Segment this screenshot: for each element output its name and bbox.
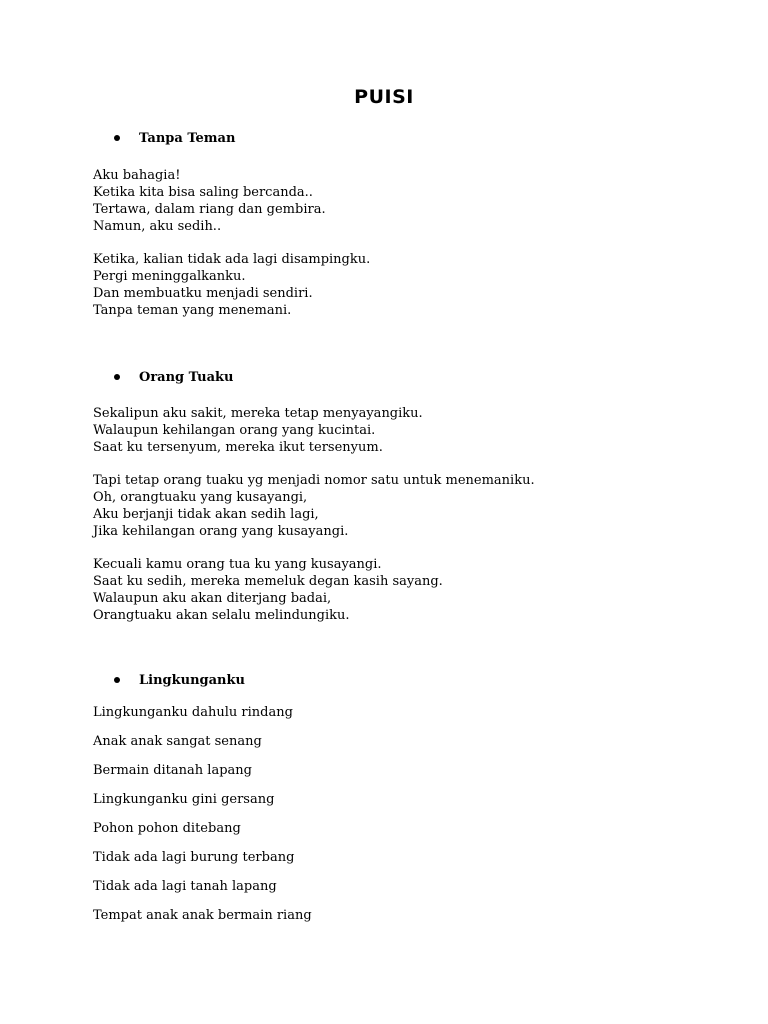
poem-line: Aku berjanji tidak akan sedih lagi, (93, 507, 319, 522)
poem-line: Ketika kita bisa saling bercanda.. (93, 185, 313, 200)
poem-line: Anak anak sangat senang (93, 734, 262, 749)
poem-line: Lingkunganku gini gersang (93, 792, 275, 807)
poem-line: Tempat anak anak bermain riang (93, 908, 312, 923)
poem-1-stanza-1 (93, 167, 326, 235)
poem-line: Kecuali kamu orang tua ku yang kusayangi. (93, 557, 382, 572)
poem-line: Walaupun aku akan diterjang badai, (93, 591, 332, 606)
poem-heading-tanpa-teman (114, 131, 235, 146)
poem-2-stanza-2 (93, 472, 535, 540)
poem-heading-label: Orang Tuaku (139, 370, 234, 385)
poem-line: Saat ku sedih, mereka memeluk degan kasih sayang. (93, 574, 443, 589)
poem-line: Tidak ada lagi burung terbang (93, 850, 295, 865)
poem-heading-label: Lingkunganku (139, 673, 245, 688)
poem-line: Ketika, kalian tidak ada lagi disampingku. (93, 252, 371, 267)
poem-line: Jika kehilangan orang yang kusayangi. (93, 524, 349, 539)
poem-1-stanza-2 (93, 251, 370, 319)
poem-heading-orang-tuaku (114, 370, 233, 385)
poem-line: Pergi meninggalkanku. (93, 269, 246, 284)
poem-line: Orangtuaku akan selalu melindungiku. (93, 608, 350, 623)
poem-line: Dan membuatku menjadi sendiri. (93, 286, 313, 301)
poem-line: Tanpa teman yang menemani. (93, 303, 292, 318)
bullet-icon (114, 135, 120, 141)
poem-line: Tapi tetap orang tuaku yg menjadi nomor satu untuk menemaniku. (93, 473, 535, 488)
poem-line: Sekalipun aku sakit, mereka tetap menyayangiku. (93, 406, 423, 421)
bullet-icon (114, 677, 120, 683)
poem-heading-lingkunganku (114, 673, 245, 688)
poem-line: Pohon pohon ditebang (93, 821, 241, 836)
poem-line: Tertawa, dalam riang dan gembira. (93, 202, 326, 217)
poem-line: Bermain ditanah lapang (93, 763, 252, 778)
poem-line: Walaupun kehilangan orang yang kucintai. (93, 423, 376, 438)
poem-2-stanza-3 (93, 556, 443, 624)
poem-heading-label: Tanpa Teman (139, 131, 236, 146)
poem-line: Aku bahagia! (93, 168, 181, 183)
bullet-icon (114, 374, 120, 380)
poem-line: Oh, orangtuaku yang kusayangi, (93, 490, 308, 505)
poem-2-stanza-1 (93, 405, 423, 456)
poem-line: Tidak ada lagi tanah lapang (93, 879, 277, 894)
poem-3-lines (93, 704, 312, 936)
poem-line: Namun, aku sedih.. (93, 219, 222, 234)
poem-line: Lingkunganku dahulu rindang (93, 705, 293, 720)
page-title: PUISI (354, 86, 414, 108)
poem-line: Saat ku tersenyum, mereka ikut tersenyum. (93, 440, 383, 455)
